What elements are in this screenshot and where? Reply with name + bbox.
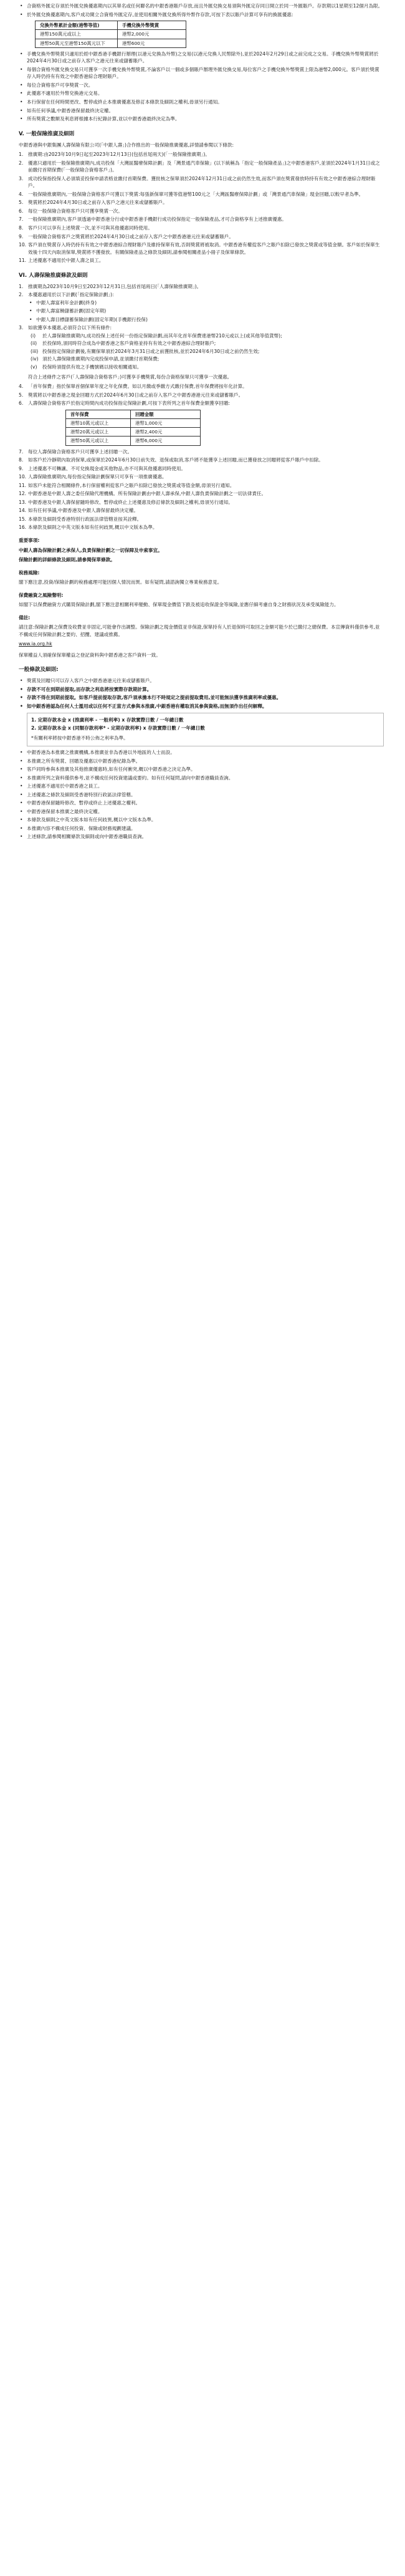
intro-bullet: • 合資格外匯定存須於外匯兌換優惠期內以其單名或任何聯名的中銀香港賬戶存放,而且外匯兌換交易須與外匯定存同日開立於同一外匯賬戶。存款期以1星期至12個月為限。 xyxy=(19,2,384,10)
fx-bullet: • 每位合資格客戶可享獎賞一次。 xyxy=(19,82,384,89)
plan-item: • 中銀人壽富利年金計劃(終身) xyxy=(28,299,384,307)
section-vi-item: 11. 如客戶未能符合相關條件,本行保留權利從客戶之賬戶扣除已發放之獎賞或等值金額,毋須另行通知。 xyxy=(19,482,235,488)
fx-table-cell: 港幣2,000元 xyxy=(118,30,186,39)
general-terms-more-list xyxy=(19,749,384,841)
ia-link[interactable]: www.ia.org.hk xyxy=(19,641,52,647)
section-vi-item: 9. 上述優惠不可轉讓、不可兌換現金或其他物品,亦不可與其他優惠同時使用。 xyxy=(19,465,186,471)
section-v-item: 11. 上述優惠不適用於中銀人壽之員工。 xyxy=(19,258,104,264)
tax-risk-title: 稅務風險: xyxy=(19,569,40,576)
rate-footnote: *有關利率將按中銀香港不時公佈之利率為準。 xyxy=(31,735,128,741)
condition-list xyxy=(31,332,384,371)
tax-risk-text: 閣下應注意,投資/保險計劃的稅務處理可能因個人情況而異。如有疑問,請諮詢獨立專業稅務意見。 xyxy=(19,579,222,586)
section-vi-item: 4. 「首年保費」指於保單首個保單年度之年化保費。如以月繳或季繳方式繳付保費,首年保費將按年化計算。 xyxy=(19,384,247,390)
plan-item: • 中銀人壽富饒儲蓄計劃(固定年期) xyxy=(28,307,384,315)
condition-item: (iii) 投保指定保險計劃後,有關保單須於2024年3月31日或之前獲批核,並於2024年6月30日或之前仍然生效; xyxy=(31,348,260,354)
rebate-table-cell: 港幣6,000元 xyxy=(131,437,201,445)
rebate-table-cell: 港幣20萬元或以上 xyxy=(66,428,131,437)
rebate-table-row xyxy=(66,418,201,427)
section-vi-item: 16. 本條款及細則之中英文版本如有任何歧異,概以中文版本為準。 xyxy=(19,524,158,531)
general-terms-title: 一般條款及細則: xyxy=(19,667,59,673)
section-v-item: 7. 一般保險推廣期內,客戶須透過中銀香港分行或中銀香港手機銀行成功投保指定一般保險產品,才可合資格享有上述推廣優惠。 xyxy=(19,216,287,223)
section-v-item: 6. 每位一般保險合資格客戶只可獲享獎賞一次。 xyxy=(19,208,123,214)
plan-list xyxy=(28,299,384,324)
section-vi-item: 7. 每位人壽保險合資格客戶只可獲享上述回贈一次。 xyxy=(19,448,133,455)
fx-bullet: • 此優惠不適用於外幣兌換港元交易。 xyxy=(19,90,384,97)
plan-item: • 中銀人壽目標儲蓄保險計劃(固定年期)(手機銀行投保) xyxy=(28,316,384,324)
section-vi-item: 12. 中銀香港是中銀人壽之委任保險代理機構。所有保險計劃由中銀人壽承保,中銀人壽負責保險計劃之一切法律責任。 xyxy=(19,491,267,497)
section-v-item: 5. 獎賞將於2024年4月30日或之前存入客戶之港元往來或儲蓄賬戶。 xyxy=(19,200,168,206)
fx-table-cell: 港幣600元 xyxy=(118,39,186,47)
remarks-text: 請注意:保險計劃之保費及收費並非固定,可能會作出調整。保險計劃之現金價值並非保證,保單持有人於退保時可取回之金額可能少於已繳付之總保費。本宣傳資料僅供參考,並不構成任何保險計劃之要約、招攬、建議或推薦。 xyxy=(19,624,380,637)
section-vi-item: 14. 如有任何爭議,中銀香港及中銀人壽保留最終決定權。 xyxy=(19,508,139,514)
premium-financing-notes xyxy=(19,592,384,609)
condition-item: (i) 於人壽保險推廣期內,成功投保上述任何一份指定保險計劃,而其年化首年保費達港幣210元或以上(或其他等值貨幣); xyxy=(31,332,282,339)
general-term: • 中銀香港保留本推廣之最終決定權。 xyxy=(19,808,384,816)
important-note-line: 中銀人壽為保險計劃之承保人,負責保險計劃之一切保障及申索事宜。 xyxy=(19,547,163,553)
interest-formula: 2. 定期存款本金 x (同類存款利率* - 定期存款利率) x 存款實際日數 / 一年總日數 xyxy=(31,725,205,731)
terms-page xyxy=(0,0,405,851)
fx-table-row xyxy=(36,39,186,47)
section-v-title: V. 一般保險推廣及細則 xyxy=(19,130,75,137)
fx-reward-table xyxy=(35,21,186,48)
section-vi-item: 2. 本優惠適用於以下計劃(「指定保險計劃」): • 中銀人壽富利年金計劃(終身) • 中銀人壽富饒儲蓄計劃(固定年期) • 中銀人壽目標儲蓄保險計劃(固定年期)(手機銀行投保) xyxy=(19,291,384,323)
fx-bullet: • 每個合資格外匯兌換交易只可獲享一次手機兌換外幣獎賞,不論客戶以一個或多個賬戶辦理外匯兌換交易,每位客戶之手機兌換外幣獎賞上限為港幣2,000元。客戶須於獎賞存入時仍持有有效之中銀香港綜合理財賬戶。 xyxy=(19,66,384,80)
rebate-table-cell: 港幣50萬元或以上 xyxy=(66,437,131,445)
general-term: • 存款不得在到期前提取。如客戶提前提取存款,客戶須承擔本行不時規定之提前提取費用,並可能無法獲享推廣利率或優惠。 xyxy=(19,694,384,702)
section-vi-list xyxy=(19,283,384,531)
section-vi-title: VI. 人壽保險推廣條款及細則 xyxy=(19,272,88,279)
section-vi-item: 8. 如客戶於冷靜期內取消保單,或保單於2024年6月30日前失效、退保或取消,客戶將不能獲享上述回贈,而已獲發放之回贈將從客戶賬戶中扣除。 xyxy=(19,457,323,463)
premium-financing-text: 如閣下以保費融資方式購買保險計劃,閣下應注意相關利率變動、保單現金價值下跌及被追收保證金等風險,並應仔細考慮自身之財務狀況及承受風險能力。 xyxy=(19,602,339,608)
rebate-table-row xyxy=(66,428,201,437)
section-v-intro: 中銀香港與中銀集團人壽保險有限公司(「中銀人壽」)合作推出的一般保險推廣優惠,詳情請參閱以下條款: xyxy=(19,142,234,148)
rebate-table-row xyxy=(66,437,201,445)
section-v-list xyxy=(19,151,384,264)
section-vi-item: 1. 推廣期為2023年10月9日至2023年12月31日,包括首尾兩日(「人壽保險推廣期」)。 xyxy=(19,283,202,289)
rebate-table-header: 回贈金額 xyxy=(131,410,201,418)
premium-rebate-table xyxy=(65,410,201,446)
general-term: • 本推廣之所有獎賞、回贈及優惠以中銀香港紀錄為準。 xyxy=(19,758,384,765)
rebate-table-cell: 港幣1,000元 xyxy=(131,418,201,427)
premium-financing-title: 保費融資之風險聲明: xyxy=(19,592,64,598)
rebate-table-cell: 港幣2,400元 xyxy=(131,428,201,437)
general-term: • 客戶同時參與本推廣及其他推廣優惠時,如有任何衝突,概以中銀香港之決定為準。 xyxy=(19,766,384,773)
condition-item: (ii) 於投保時,須同時符合成為中銀香港之客戶資格並持有有效之中銀香港綜合理財賬戶; xyxy=(31,340,216,347)
general-term: • 獎賞及回贈只可以存入客戶之中銀香港港元往來或儲蓄賬戶。 xyxy=(19,677,384,685)
fx-bullet: • 本行保留在任何時間更改、暫停或終止本推廣優惠及修訂本條款及細則之權利,毋須另行通知。 xyxy=(19,99,384,106)
rebate-table-cell: 港幣10萬元或以上 xyxy=(66,418,131,427)
general-term: • 存款不可在到期前提取,而存款之利息將按實際存款期計算。 xyxy=(19,686,384,693)
general-term: • 中銀香港為本推廣之推廣機構,本推廣並非為香港以外地區的人士而設。 xyxy=(19,749,384,756)
section-v-item: 4. 一般保險推廣期內,一般保險合資格客戶可獲以下獎賞:每張新保單可獲等值港幣100元之「大灣區醫療保障計劃」或「灣景通汽車保險」現金回贈,以較早者為準。 xyxy=(19,191,364,197)
fx-table-header: 手機兌換外幣獎賞 xyxy=(118,21,186,30)
general-term: • 上述優惠不適用於中銀香港之員工。 xyxy=(19,783,384,790)
important-notes xyxy=(19,537,384,564)
section-v-item: 2. 優惠只適用於一般保險推廣期內,成功投保「大灣區醫療保障計劃」及「灣景通汽車保險」(以下統稱為「指定一般保險產品」)之中銀香港客戶,並須於2024年1月31日或之前繳付首期保費(「一般保險合資格客戶」)。 xyxy=(19,160,380,173)
condition-item: (v) 投保時須提供有效之手機號碼以接收相關通知。 xyxy=(31,364,142,370)
interest-formula: 1. 定期存款本金 x (推廣利率 - 一般利率) x 存款實際日數 / 一年總日數 xyxy=(31,716,184,723)
condition-item: (iv) 須於人壽保險推廣期內完成投保申請,並須繳付首期保費; xyxy=(31,356,160,362)
section-v-item: 10. 客戶須在獎賞存入時仍持有有效之中銀香港綜合理財賬戶及維持保單有效,否則獎賞將被取消。中銀香港有權從客戶之賬戶扣除已發放之獎賞或等值金額。客戶如於保單生效後十四天內取消保單,獎賞將不獲發放。有關保險產品之條款及細則,請參閱相關產品小冊子及保單條款。 xyxy=(19,242,380,255)
general-term: • 本推廣內容不構成任何投資、保險或財務規劃建議。 xyxy=(19,825,384,832)
intro-bullet-list xyxy=(19,2,384,18)
fx-table-cell: 港幣150萬元或以上 xyxy=(36,30,118,39)
general-term: • 如中銀香港認為任何人士濫用或以任何不正當方式參與本推廣,中銀香港有權取消其參與資格,而無須作出任何解釋。 xyxy=(19,703,384,710)
remarks xyxy=(19,614,384,648)
rebate-table-header: 首年保費 xyxy=(66,410,131,418)
condition-summary: 符合上述條件之客戶(「人壽保險合資格客戶」)可獲享手機獎賞,每份合資格保單只可獲享一次優惠。 xyxy=(28,374,232,380)
section-vi-item: 10. 人壽保險推廣期內,每份指定保險計劃保單只可享有一項推廣優惠。 xyxy=(19,474,167,480)
section-vi-item: 13. 中銀香港及中銀人壽保留隨時修改、暫停或終止上述優惠及修訂條款及細則之權利,毋須另行通知。 xyxy=(19,499,233,505)
section-v-item: 3. 成功投保指投保人必須填妥投保申請表格並繳付首期保費。獲批核之保單須於2024年12月31日或之前仍然生效,而客戶須在獎賞發放時持有有效之中銀香港綜合理財賬戶。 xyxy=(19,175,376,189)
section-v-item: 8. 客戶只可以享有上述獎賞一次,並不可與其他優惠同時使用。 xyxy=(19,224,153,231)
compliance-para: 保單權益人須確保保單權益之登記資料與中銀香港之客戶資料一致。 xyxy=(19,652,161,658)
section-v-item: 9. 一般保險合資格客戶之獎賞將於2024年4月30日或之前存入客戶之中銀香港港元往來或儲蓄賬戶。 xyxy=(19,233,234,239)
fx-bullet: • 手機兌換外幣獎賞只適用於經中銀香港手機銀行辦理(以港元兌換為外幣)之交易(以港元兌換人民幣除外),並於2024年2月29日或之前完成之交易。手機兌換外幣獎賞將於2024年4月30日或之前存入客戶之港元往來或儲蓄賬戶。 xyxy=(19,51,384,65)
section-vi-item: 5. 獎賞將以中銀香港之現金回贈方式於2024年6月30日或之前存入客戶之中銀香港港元往來或儲蓄賬戶。 xyxy=(19,392,244,398)
section-vi-item: 15. 本條款及細則受香港特別行政區法律管轄並按其詮釋。 xyxy=(19,516,142,522)
section-vi-item: 3. 如欲獲享本優惠,必須符合以下所有條件: (i) 於人壽保險推廣期內,成功投保上述任何一份指定保險計劃,而其年化首年保費達港幣210元或以上(或其他等值貨幣); (ii) 於投保時,須同時符合成為中銀香港之客戶資格並持有有效之中銀香港綜合理財賬戶; (iii) 投保指定保險計劃後,有關保單須於2024年3月31日或之前獲批核,並於2024年6月30日或之前仍然生效; (iv) 須於人壽保險推廣期內完成投保申請,並須繳付首期保費; (v) 投保時須提供有效之手機號碼以接收相關通知。 符合上述條件之客戶(「人壽保險合資格客戶」)可獲享手機獎賞,每份合資格保單只可獲享一次優惠。 xyxy=(19,324,384,380)
general-term: • 本推廣所列之資料僅供參考,並不構成任何投資建議或要約。如有任何疑問,請向中銀香港職員查詢。 xyxy=(19,774,384,782)
fx-table-row xyxy=(36,30,186,39)
general-term: • 上述優惠之條款及細則受香港特別行政區法律管轄。 xyxy=(19,791,384,799)
general-terms-list xyxy=(19,677,384,710)
important-note-line: 保險計劃的詳細條款及細則,請參閱保單條款。 xyxy=(19,557,115,563)
fx-table-cell: 港幣50萬元至港幣150萬元以下 xyxy=(36,39,118,47)
general-term: • 中銀香港保留隨時修改、暫停或終止上述優惠之權利。 xyxy=(19,799,384,807)
tax-risk-notes xyxy=(19,569,384,586)
section-v-item: 1. 推廣期:由2023年10月9日起至2023年12月13日(包括首尾兩天)(「一般保險推廣期」)。 xyxy=(19,152,210,158)
remarks-title: 備註: xyxy=(19,614,31,620)
fx-bullet-list xyxy=(19,51,384,123)
fx-bullet: • 所有獎賞之數額及利息將根據本行紀錄計算,並以中銀香港最終決定為準。 xyxy=(19,115,384,123)
general-term: • 本條款及細則之中英文版本如有任何歧異,概以中文版本為準。 xyxy=(19,816,384,824)
general-term: • 上述條款,請參閱相關條款及細則或向中銀香港職員查詢。 xyxy=(19,833,384,841)
intro-bullet: • 於外匯兌換優惠期內,客戶成功開立合資格外匯定存,並使用相關外匯兌換所得外幣作存款,可按下表以賬戶計算可享有的換匯優惠: xyxy=(19,11,384,19)
fx-bullet: • 如有任何爭議,中銀香港保留最終決定權。 xyxy=(19,107,384,115)
important-notes-title: 重要事項: xyxy=(19,537,40,543)
fx-table-header: 兌換外幣累計金額(港幣等值) xyxy=(36,21,118,30)
interest-formula-box xyxy=(27,713,384,747)
section-vi-item: 6. 人壽保險合資格客戶於指定時間內成功投保指定保險計劃,可按下表所列之首年保費金額獲享回贈: 首年保費 回贈金額 港幣10萬元或以上 港幣1,000元 港幣20萬元或以上 港幣2,400元 港幣50萬元或以上 港幣6,000元 xyxy=(19,400,384,446)
